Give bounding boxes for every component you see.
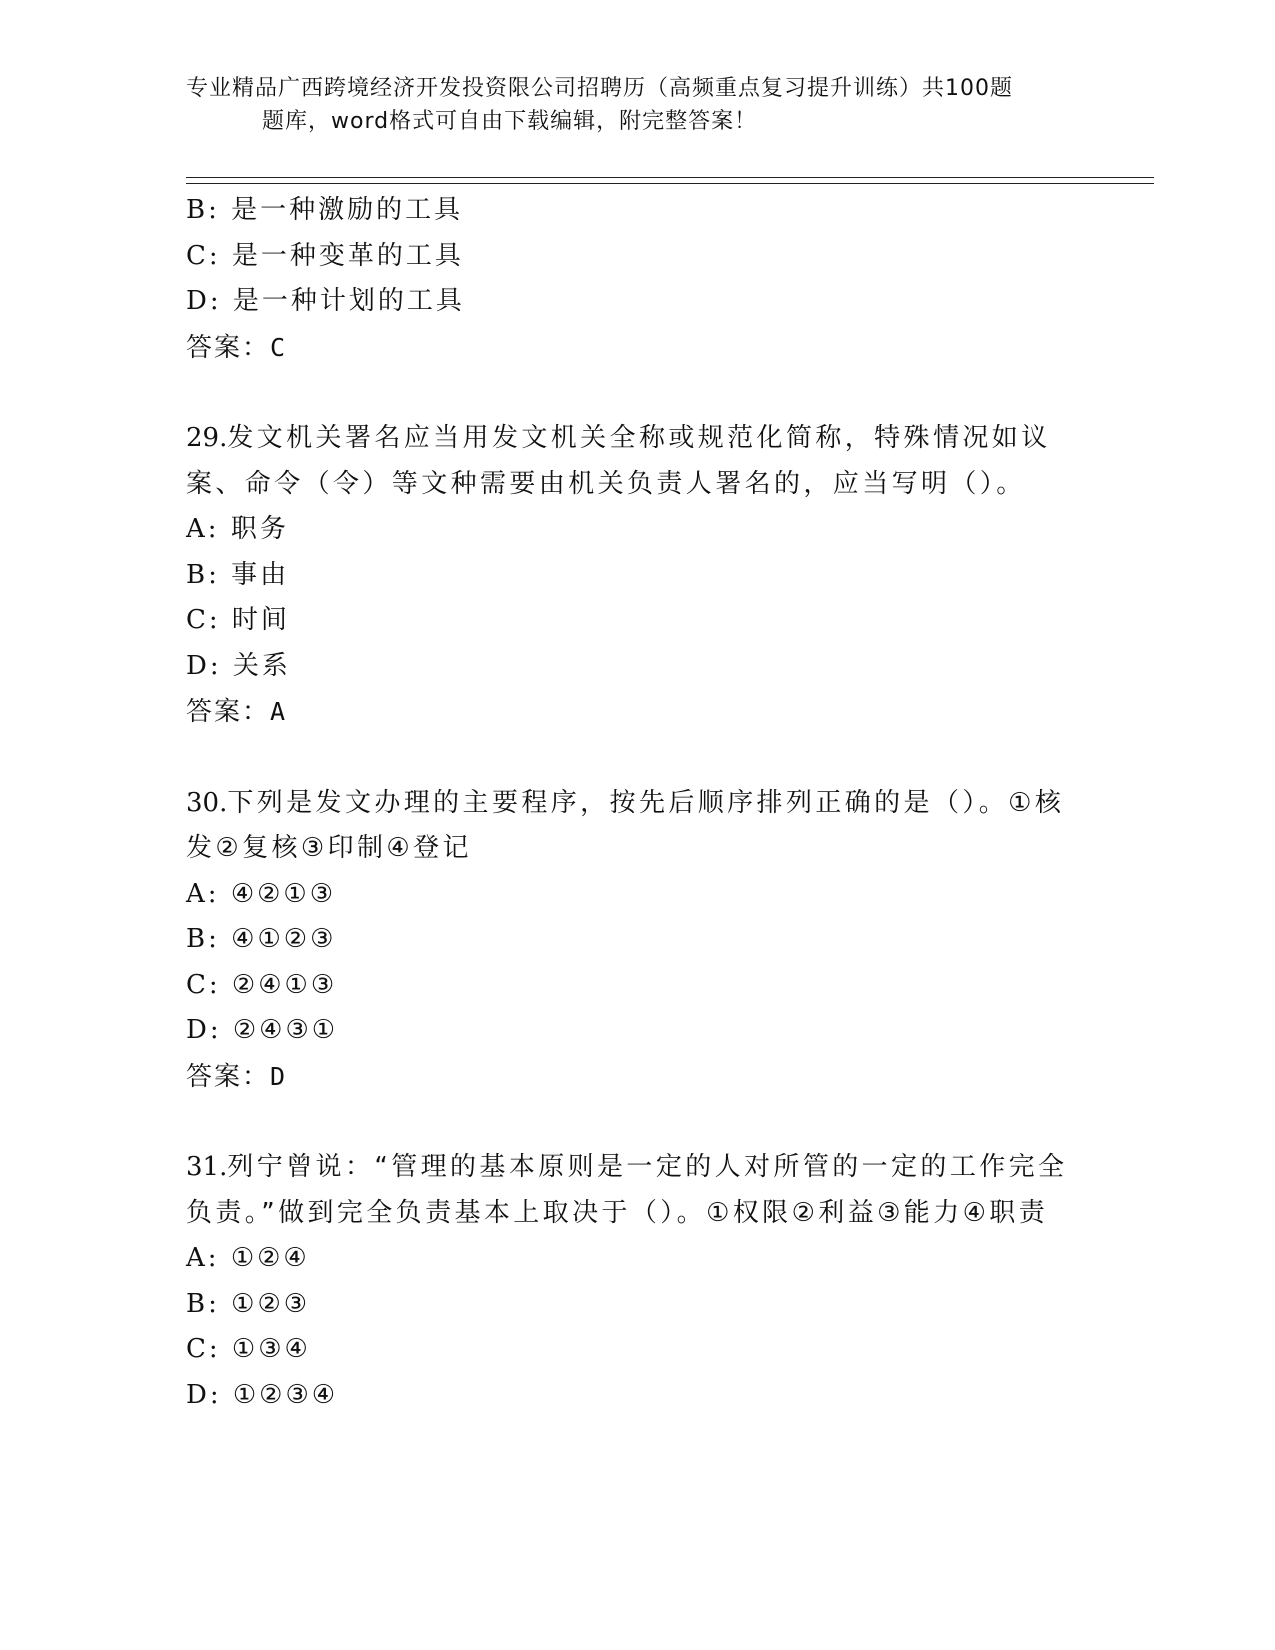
option-text: 是一种变革的工具 — [231, 240, 464, 271]
answer-label: 答案： — [186, 697, 271, 727]
option-text: 时间 — [231, 605, 290, 635]
option-text: 事由 — [231, 559, 290, 590]
option-b — [186, 1282, 1086, 1328]
question-text: 发文机关署名应当用发文机关全称或规范化简称，特殊情况如议案、命令（令）等文种需要由机关负责人署名的，应当写明（）。 — [186, 423, 1051, 499]
option-letter: D: — [186, 1379, 222, 1410]
option-text: 是一种激励的工具 — [231, 195, 464, 225]
option-text: ①③④ — [231, 1334, 311, 1364]
question-number: 29. — [186, 423, 228, 453]
question-block-31 — [186, 1145, 1086, 1418]
answer-label: 答案： — [186, 1061, 271, 1092]
answer-line — [186, 325, 1086, 371]
option-letter: D: — [186, 286, 222, 316]
option-letter: D: — [186, 650, 222, 681]
question-number: 31. — [186, 1152, 228, 1182]
option-letter: B: — [186, 1288, 220, 1319]
option-text: 职务 — [230, 514, 289, 544]
option-text: 是一种计划的工具 — [232, 286, 465, 316]
question-stem — [186, 1145, 1086, 1236]
option-text: ④②①③ — [230, 878, 337, 909]
option-d — [186, 644, 1086, 690]
option-c — [186, 1327, 1086, 1373]
question-list — [186, 188, 1086, 1418]
question-number: 30. — [186, 787, 228, 818]
answer-line — [186, 1054, 1086, 1100]
option-b — [186, 188, 1086, 234]
option-text: ①②③ — [231, 1288, 311, 1319]
question-block-29 — [186, 416, 1086, 735]
option-text: ④①②③ — [231, 924, 337, 954]
option-letter: B: — [186, 924, 220, 954]
header-line-1: 专业精品广西跨境经济开发投资限公司招聘历（高频重点复习提升训练）共100题 — [186, 76, 1013, 101]
question-block-30 — [186, 781, 1086, 1100]
option-text: ①②④ — [230, 1243, 310, 1273]
option-letter: A: — [186, 1243, 220, 1273]
question-text: 下列是发文办理的主要程序，按先后顺序排列正确的是（）。①核发②复核③印制④登记 — [186, 787, 1065, 863]
option-letter: D: — [186, 1015, 222, 1045]
question-stem — [186, 781, 1086, 872]
option-b — [186, 553, 1086, 599]
option-letter: B: — [186, 559, 220, 590]
option-c — [186, 598, 1086, 644]
option-letter: C: — [186, 240, 221, 271]
option-c — [186, 963, 1086, 1009]
option-d — [186, 1008, 1086, 1054]
answer-value: D — [270, 1061, 288, 1091]
option-letter: C: — [186, 605, 221, 635]
header-rule-top — [186, 177, 1154, 178]
option-text: ②④③① — [232, 1015, 339, 1045]
answer-value: A — [270, 697, 288, 726]
answer-line — [186, 689, 1086, 735]
option-letter: C: — [186, 1334, 221, 1364]
option-text: ②④①③ — [231, 969, 338, 1000]
option-a — [186, 1236, 1086, 1282]
option-b — [186, 917, 1086, 963]
option-d — [186, 1373, 1086, 1419]
option-letter: A: — [186, 878, 220, 909]
document-header — [186, 72, 1086, 138]
option-letter: B: — [186, 195, 220, 225]
question-stem — [186, 416, 1086, 507]
option-a — [186, 507, 1086, 553]
option-d — [186, 279, 1086, 325]
option-text: ①②③④ — [232, 1379, 339, 1410]
answer-label: 答案： — [186, 332, 271, 363]
header-line-2: 题库，word格式可自由下载编辑，附完整答案！ — [262, 109, 758, 134]
question-block-continued — [186, 188, 1086, 370]
header-rule-bottom — [186, 183, 1154, 184]
option-a — [186, 872, 1086, 918]
question-text: 列宁曾说：“管理的基本原则是一定的人对所管的一定的工作完全负责。”做到完全负责基本上取决于（）。①权限②利益③能力④职责 — [186, 1152, 1068, 1228]
option-letter: C: — [186, 969, 221, 1000]
option-text: 关系 — [232, 650, 291, 681]
option-c — [186, 234, 1086, 280]
answer-value: C — [270, 332, 288, 362]
option-letter: A: — [186, 514, 220, 544]
